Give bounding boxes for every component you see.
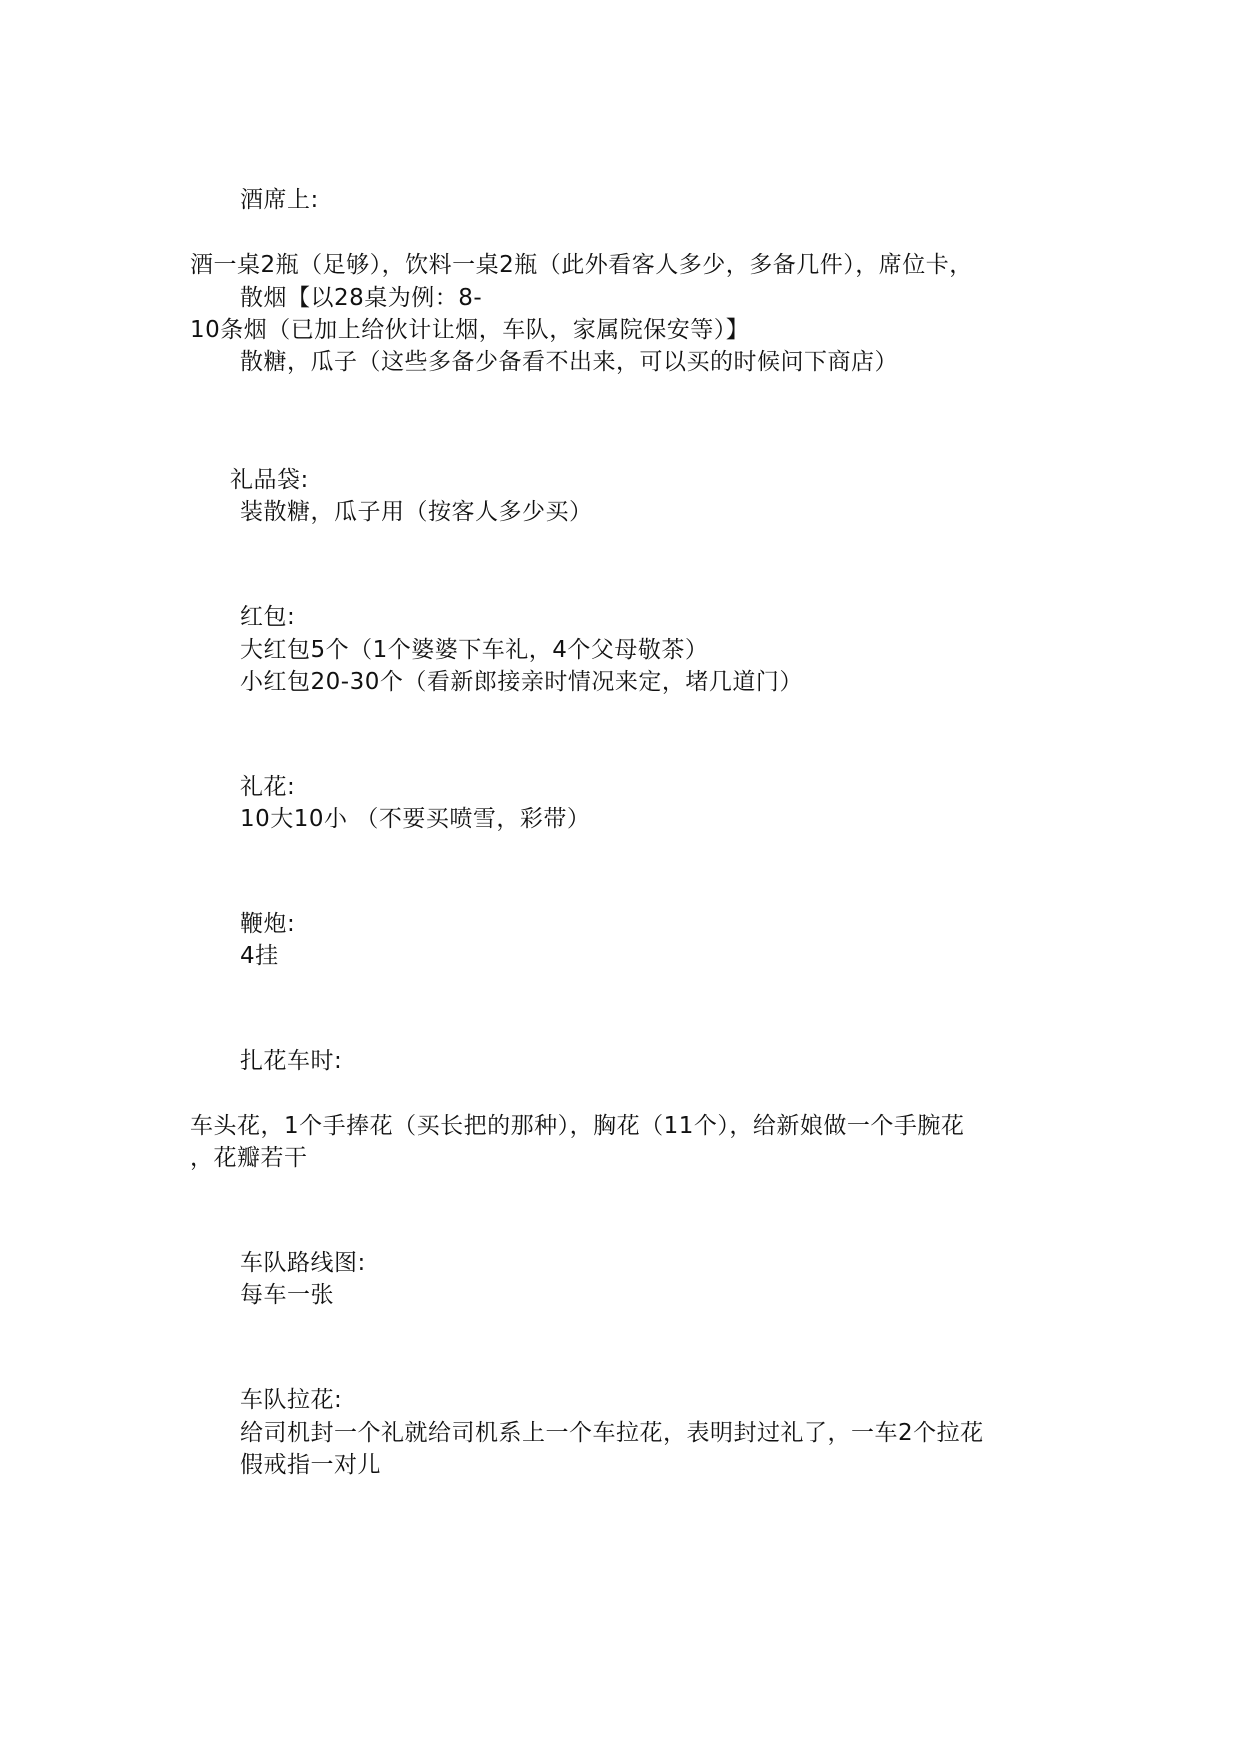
banquet-line-1: 酒一桌2瓶（足够），饮料一桌2瓶（此外看客人多少，多备几件），席位卡， xyxy=(190,252,973,278)
car-ribbon-line-2: 假戒指一对儿 xyxy=(240,1452,381,1478)
section-heading-route-map: 车队路线图: xyxy=(240,1250,366,1276)
section-heading-fireworks: 礼花: xyxy=(240,774,296,800)
firecrackers-line-1: 4挂 xyxy=(240,943,279,969)
gift-bag-line-1: 装散糖，瓜子用（按客人多少买） xyxy=(240,499,593,525)
section-heading-flower-car: 扎花车时: xyxy=(240,1048,343,1074)
flower-car-line-1: 车头花，1个手捧花（买长把的那种），胸花（11个），给新娘做一个手腕花 xyxy=(190,1113,965,1139)
banquet-line-3: 10条烟（已加上给伙计让烟，车队，家属院保安等）】 xyxy=(190,317,750,343)
flower-car-line-2: ，花瓣若干 xyxy=(190,1145,308,1171)
fireworks-line-1: 10大10小 （不要买喷雪，彩带） xyxy=(240,806,591,832)
red-envelope-line-2: 小红包20-30个（看新郎接亲时情况来定，堵几道门） xyxy=(240,669,803,695)
banquet-line-2: 散烟【以28桌为例：8- xyxy=(240,285,483,311)
car-ribbon-line-1: 给司机封一个礼就给司机系上一个车拉花，表明封过礼了，一车2个拉花 xyxy=(240,1420,984,1446)
banquet-line-4: 散糖，瓜子（这些多备少备看不出来，可以买的时候问下商店） xyxy=(240,349,898,375)
red-envelope-line-1: 大红包5个（1个婆婆下车礼，4个父母敬茶） xyxy=(240,637,709,663)
route-map-line-1: 每车一张 xyxy=(240,1282,334,1308)
section-heading-gift-bag: 礼品袋: xyxy=(230,467,309,493)
section-heading-banquet: 酒席上: xyxy=(240,187,319,213)
section-heading-firecrackers: 鞭炮: xyxy=(240,911,296,937)
section-heading-red-envelope: 红包: xyxy=(240,604,296,630)
section-heading-car-ribbon: 车队拉花: xyxy=(240,1387,343,1413)
